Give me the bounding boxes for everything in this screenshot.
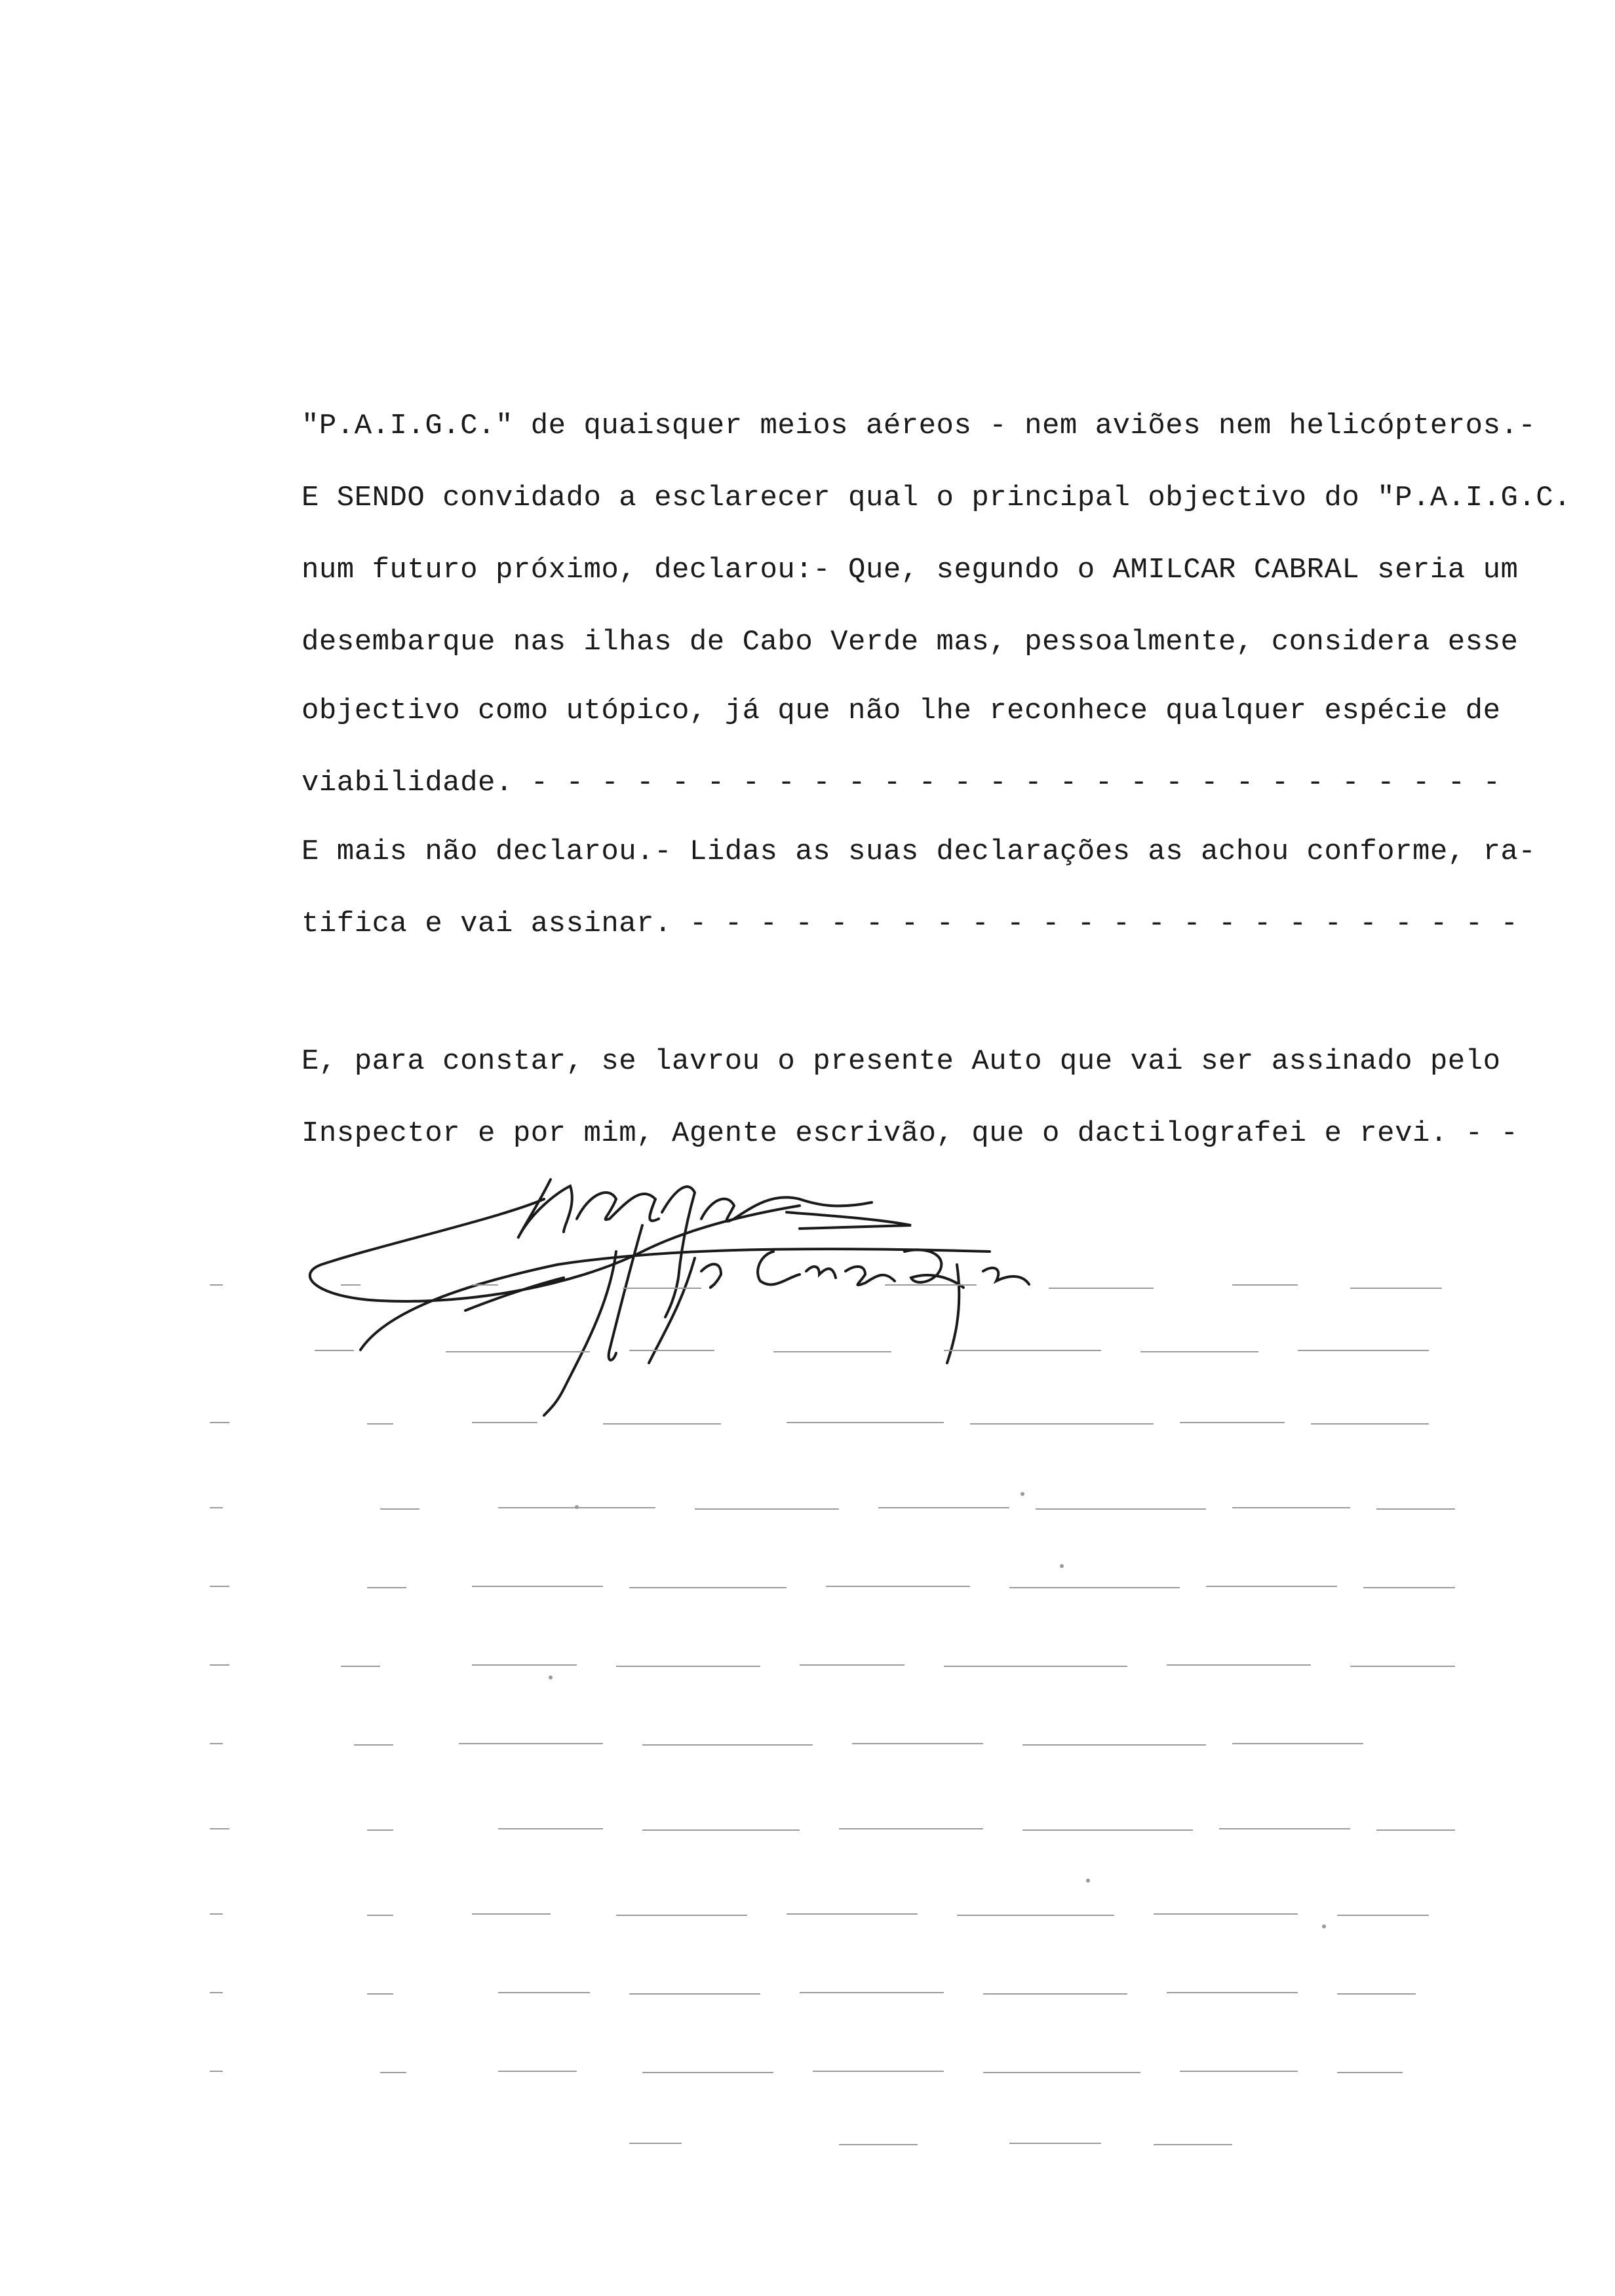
text-line-4: desembarque nas ilhas de Cabo Verde mas, pessoalmente, considera esse [302, 626, 1519, 659]
text-line-9: E, para constar, se lavrou o presente Auto que vai ser assinado pelo [302, 1045, 1501, 1078]
paper-noise [197, 1271, 1540, 2162]
paper-specks [210, 1284, 1455, 2145]
text-line-7: E mais não declarou.- Lidas as suas declarações as achou conforme, ra- [302, 835, 1536, 868]
text-line-3: num futuro próximo, declarou:- Que, segundo o AMILCAR CABRAL seria um [302, 554, 1519, 586]
text-line-5: objectivo como utópico, já que não lhe reconhece qualquer espécie de [302, 695, 1501, 727]
text-line-1: "P.A.I.G.C." de quaisquer meios aéreos - nem aviões nem helicópteros.- [302, 410, 1536, 442]
text-line-8: tifica e vai assinar. - - - - - - - - - - - - - - - - - - - - - - - - [302, 908, 1519, 940]
text-line-6: viabilidade. - - - - - - - - - - - - - - - - - - - - - - - - - - - - [302, 767, 1501, 799]
text-line-10: Inspector e por mim, Agente escrivão, que o dactilografei e revi. - - [302, 1117, 1519, 1150]
text-line-2: E SENDO convidado a esclarecer qual o principal objectivo do "P.A.I.G.C. [302, 482, 1572, 514]
